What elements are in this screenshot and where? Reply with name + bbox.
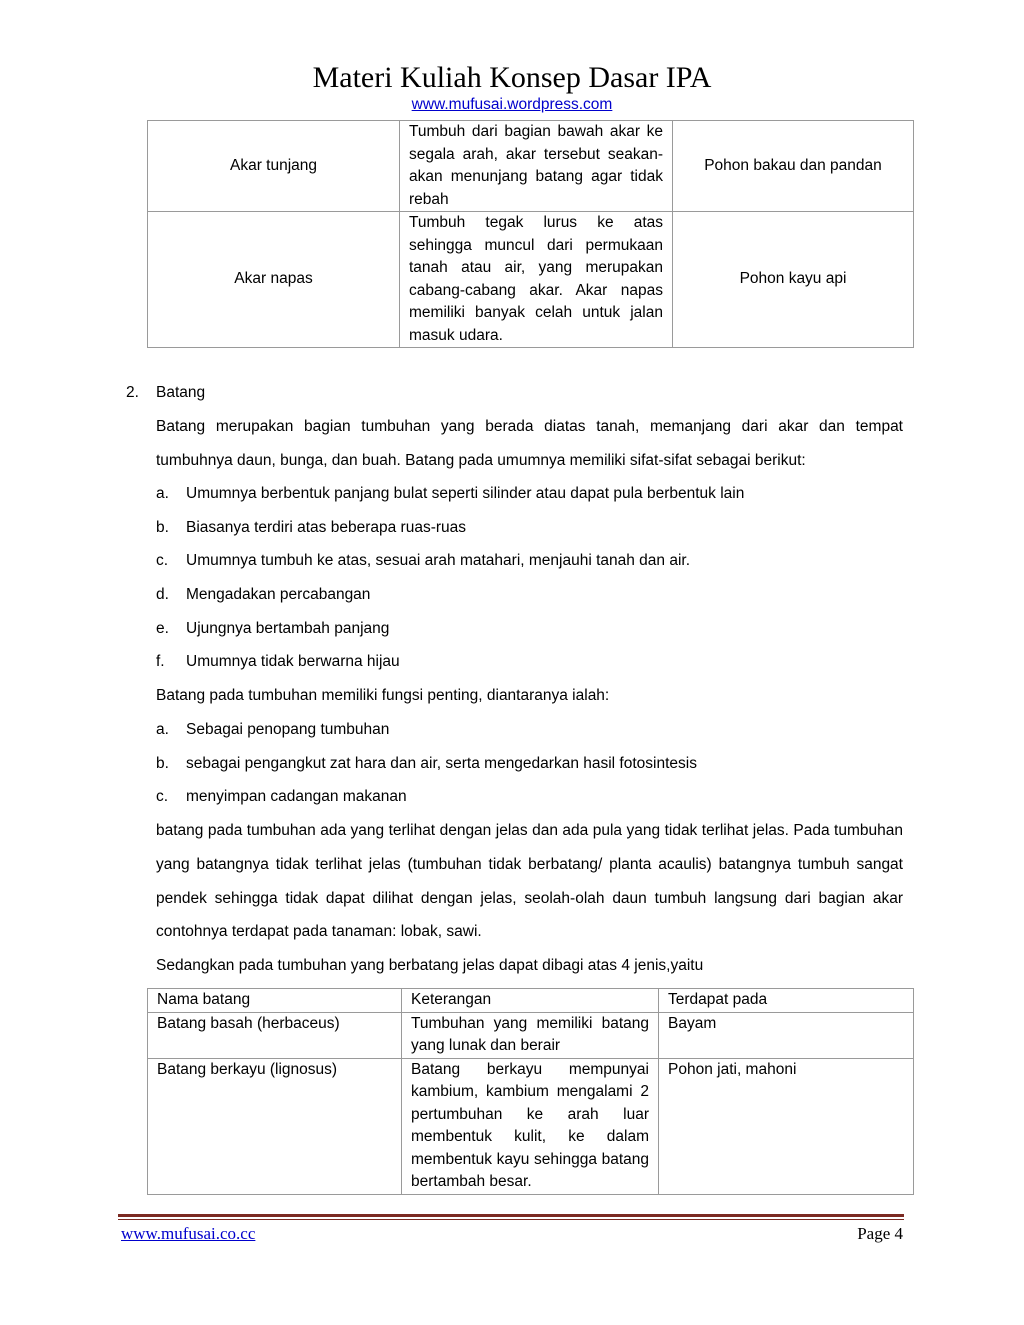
stem-name: Batang basah (herbaceus): [148, 1012, 402, 1058]
page-title: Materi Kuliah Konsep Dasar IPA: [312, 61, 712, 94]
list-item: Umumnya berbentuk panjang bulat seperti silinder atau dapat pula berbentuk lain: [186, 485, 745, 502]
list-marker: a.: [156, 485, 169, 502]
list-item: Ujungnya bertambah panjang: [186, 620, 390, 637]
list-item: sebagai pengangkut zat hara dan air, serta mengedarkan hasil fotosintesis: [186, 755, 697, 772]
stem-description: Tumbuhan yang memiliki batang yang lunak dan berair: [402, 1012, 659, 1058]
stem-location: Bayam: [659, 1012, 914, 1058]
root-name: Akar napas: [148, 212, 400, 348]
table-row: [148, 212, 914, 348]
list-marker: e.: [156, 620, 169, 637]
column-header: Keterangan: [402, 989, 659, 1013]
table-header-row: [148, 989, 914, 1013]
page-number: Page 4: [857, 1224, 903, 1243]
root-example: Pohon bakau dan pandan: [673, 121, 914, 212]
akar-table: [147, 120, 914, 348]
footer-divider: [118, 1214, 904, 1217]
list-item: Mengadakan percabangan: [186, 586, 371, 603]
list-item: Umumnya tidak berwarna hijau: [186, 653, 400, 670]
list-marker: b.: [156, 519, 169, 536]
section-number: 2.: [126, 384, 139, 401]
table-row: [148, 1058, 914, 1194]
root-example: Pohon kayu api: [673, 212, 914, 348]
column-header: Nama batang: [148, 989, 402, 1013]
intro-paragraph: Batang merupakan bagian tumbuhan yang berada diatas tanah, memanjang dari akar dan tempat tumbuhnya daun, bunga, dan buah. Batang pada umumnya memiliki sifat-sifat sebagai berikut:: [156, 418, 903, 469]
root-description: Tumbuh dari bagian bawah akar ke segala arah, akar tersebut seakan-akan menunjang batang agar tidak rebah: [400, 121, 673, 212]
list-marker: c.: [156, 788, 169, 805]
stem-name: Batang berkayu (lignosus): [148, 1058, 402, 1194]
list-item: Sebagai penopang tumbuhan: [186, 721, 390, 738]
batang-table: [147, 988, 914, 1195]
list-item: Biasanya terdiri atas beberapa ruas-ruas: [186, 519, 467, 536]
list-marker: c.: [156, 552, 169, 569]
column-header: Terdapat pada: [659, 989, 914, 1013]
stem-description: Batang berkayu mempunyai kambium, kambium mengalami 2 pertumbuhan ke arah luar membentuk kulit, ke dalam membentuk kayu sehingga batang bertambah besar.: [402, 1058, 659, 1194]
section-heading: Batang: [156, 384, 206, 401]
table-intro: Sedangkan pada tumbuhan yang berbatang jelas dapat dibagi atas 4 jenis,yaitu: [156, 957, 704, 974]
list-marker: b.: [156, 755, 169, 772]
stem-location: Pohon jati, mahoni: [659, 1058, 914, 1194]
body-paragraph: batang pada tumbuhan ada yang terlihat dengan jelas dan ada pula yang tidak terlihat jelas. Pada tumbuhan yang batangnya tidak terlihat jelas (tumbuhan tidak berbatang/ planta acaulis) batangnya tumbuh sangat pendek sehingga tidak dapat dilihat dengan jelas, seolah-olah daun tumbuh langsung dari bagian akar contohnya terdapat pada tanaman: lobak, sawi.: [156, 822, 903, 941]
function-intro: Batang pada tumbuhan memiliki fungsi penting, diantaranya ialah:: [156, 687, 610, 704]
list-marker: d.: [156, 586, 169, 603]
footer-website-link[interactable]: www.mufusai.co.cc: [121, 1224, 256, 1243]
list-item: Umumnya tumbuh ke atas, sesuai arah matahari, menjauhi tanah dan air.: [186, 552, 691, 569]
table-row: [148, 1012, 914, 1058]
list-marker: f.: [156, 653, 165, 670]
list-marker: a.: [156, 721, 169, 738]
root-name: Akar tunjang: [148, 121, 400, 212]
footer-divider-thin: [118, 1219, 904, 1220]
root-description: Tumbuh tegak lurus ke atas sehingga muncul dari permukaan tanah atau air, yang merupakan cabang-cabang akar. Akar napas memiliki banyak celah untuk jalan masuk udara.: [400, 212, 673, 348]
table-row: [148, 121, 914, 212]
list-item: menyimpan cadangan makanan: [186, 788, 407, 805]
header-website-link[interactable]: www.mufusai.wordpress.com: [411, 96, 613, 113]
